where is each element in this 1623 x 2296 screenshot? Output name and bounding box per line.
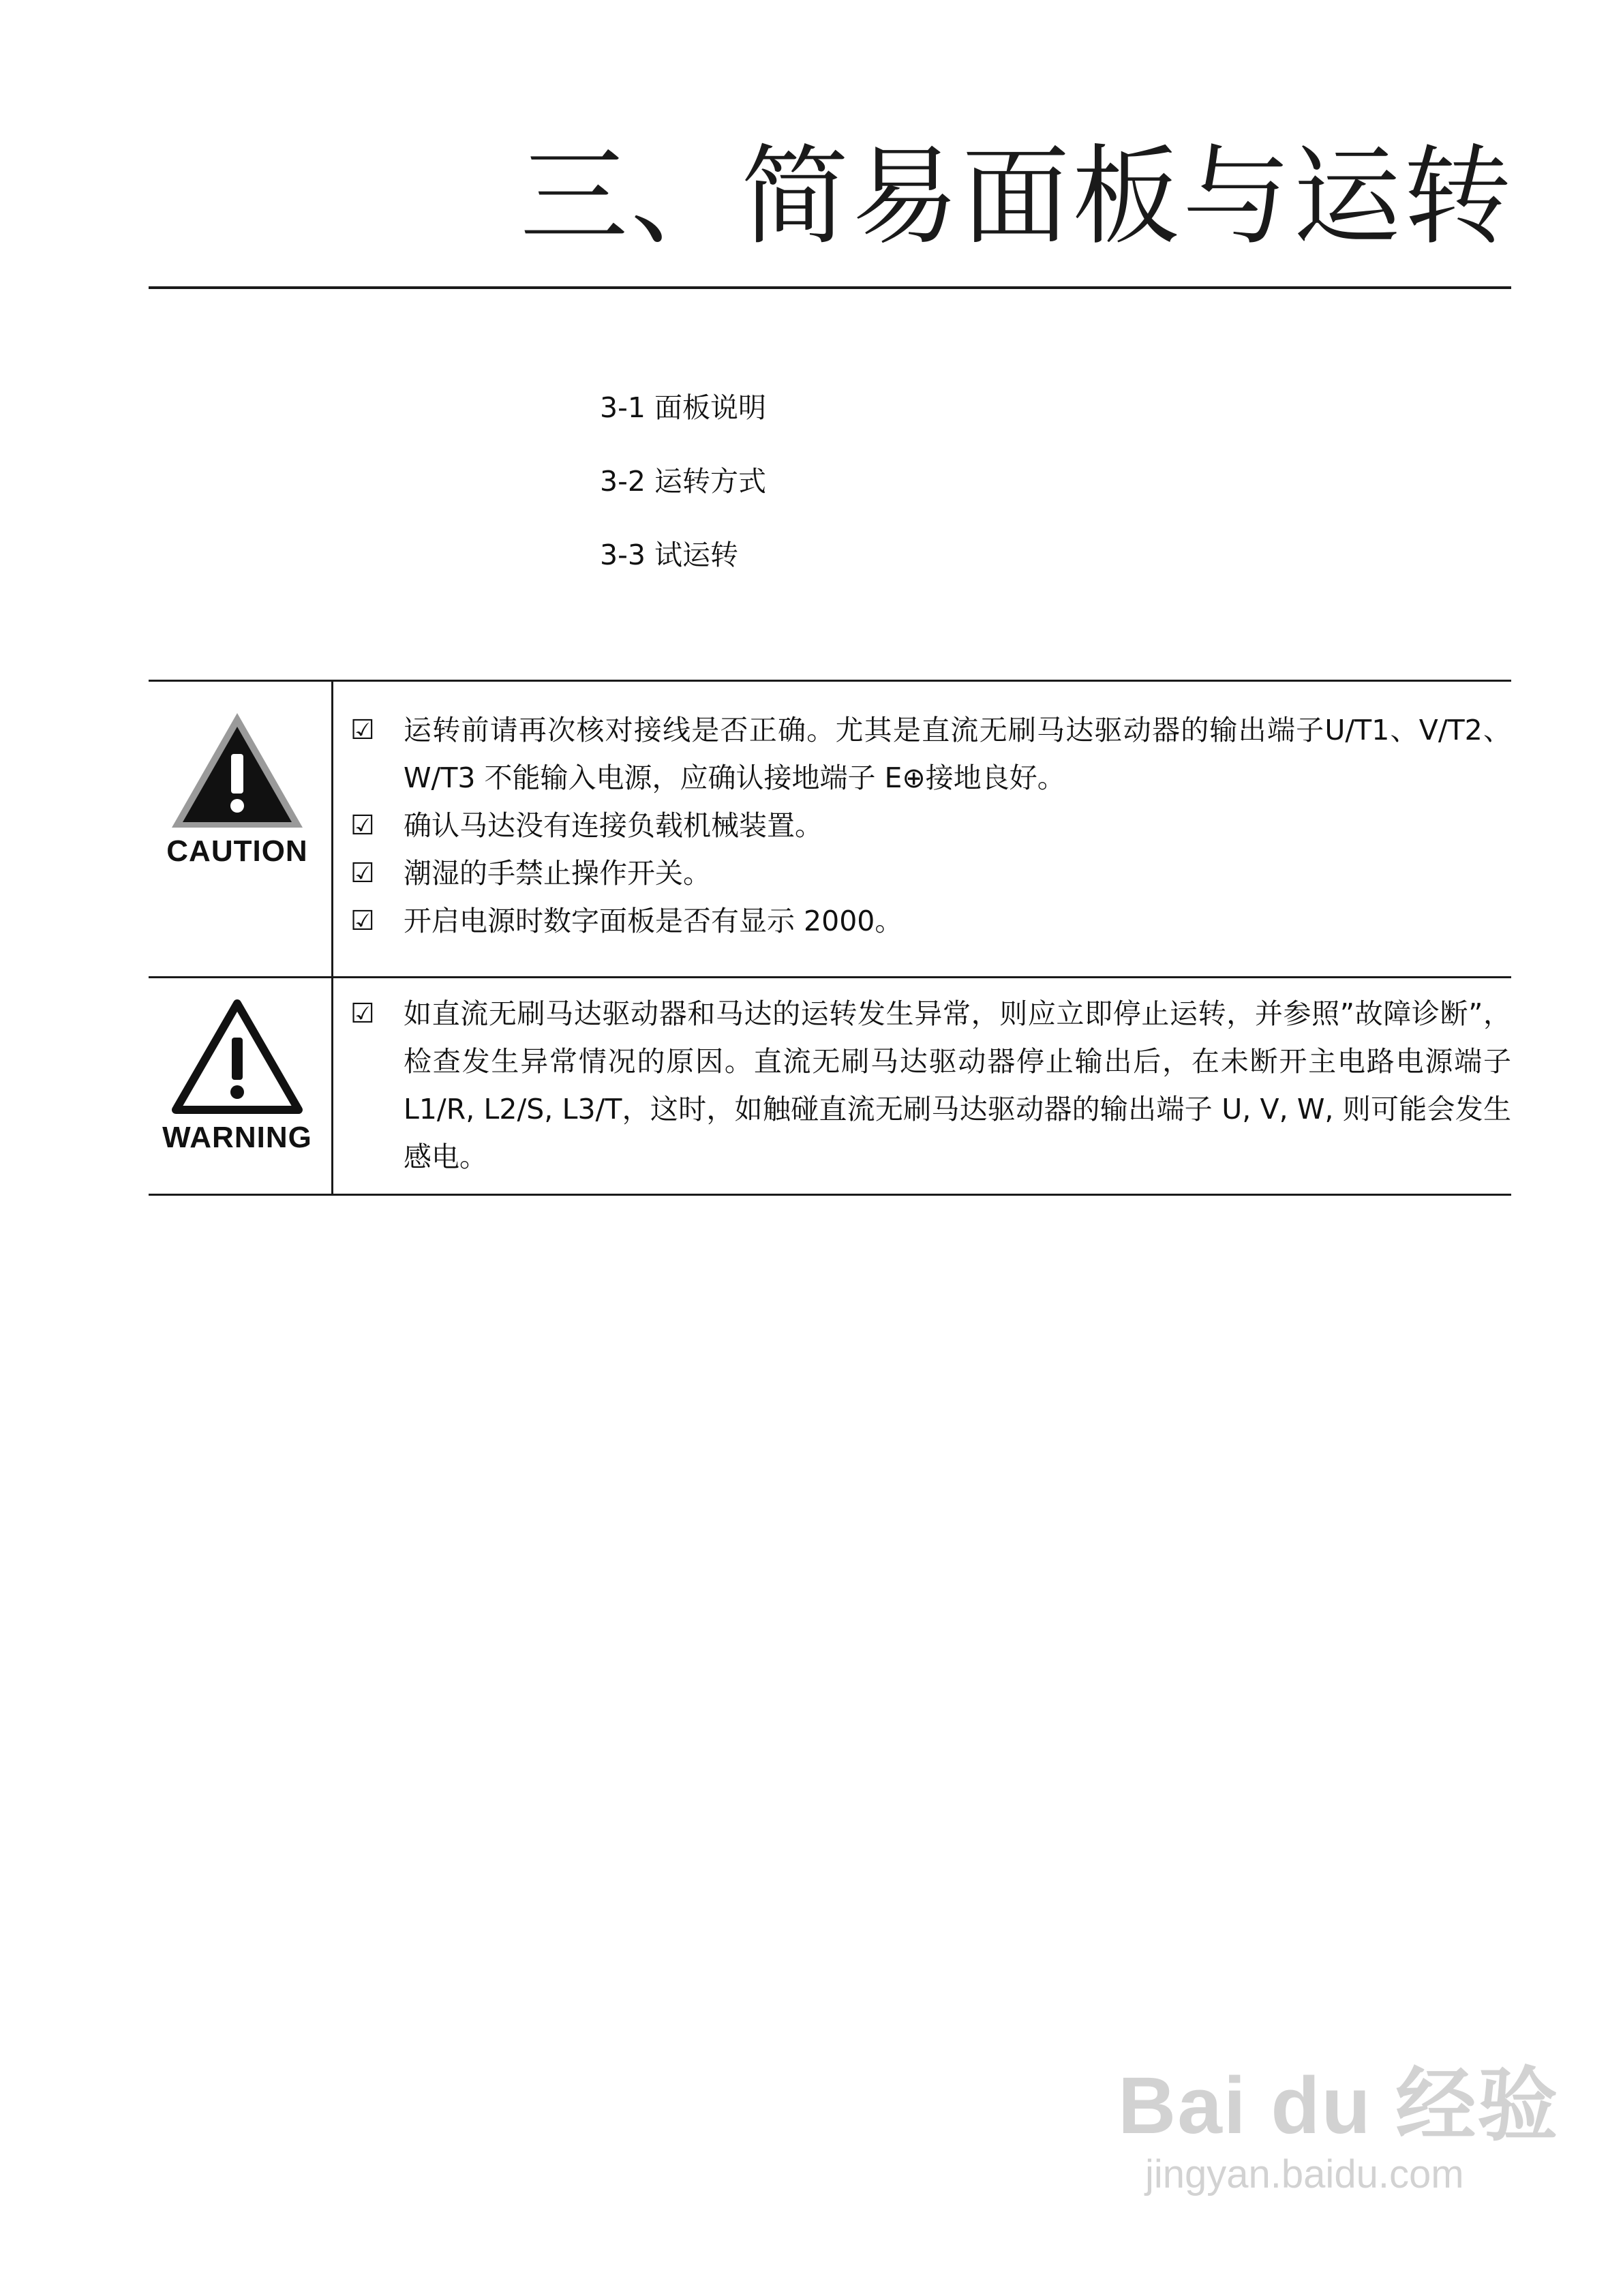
page-title: 三、简易面板与运转 — [520, 134, 1514, 260]
warning-column-divider — [331, 976, 333, 1194]
toc-item-3-3[interactable]: 3-3 试运转 — [600, 539, 738, 571]
toc-item-3-1[interactable]: 3-1 面板说明 — [600, 391, 766, 424]
toc-item-3-2[interactable]: 3-2 运转方式 — [600, 465, 766, 498]
warning-item-text: 如直流无刷马达驱动器和马达的运转发生异常，则应立即停止运转，并参照”故障诊断”，检查发生异常情况的原因。直流无刷马达驱动器停止输出后，在未断开主电路电源端子 L1/R, L2/S, L3/T，这时，如触碰直流无刷马达驱动器的输出端子 U, V, W, 则可能会发生感电。 — [404, 997, 1511, 1173]
caution-item-text: 确认马达没有连接负载机械装置。 — [404, 809, 823, 842]
warning-list — [350, 990, 1511, 1181]
watermark-logo: Bai du 经验 — [1118, 2061, 1560, 2151]
caution-triangle-icon — [169, 710, 305, 830]
caution-label: CAUTION — [166, 834, 308, 868]
caution-item-text: 运转前请再次核对接线是否正确。尤其是直流无刷马达驱动器的输出端子U/T1、V/T2、W/T3 不能输入电源，应确认接地端子 E⊕接地良好。 — [404, 714, 1511, 794]
caution-item — [350, 706, 1511, 802]
baidu-jingyan-watermark — [1118, 2061, 1560, 2197]
caution-item — [350, 897, 1511, 945]
warning-label: WARNING — [162, 1121, 312, 1154]
table-of-contents — [600, 391, 766, 615]
warning-box — [149, 976, 1511, 1196]
warning-triangle-icon — [169, 997, 305, 1117]
title-divider — [149, 286, 1511, 289]
caution-item — [350, 849, 1511, 897]
warning-item — [350, 990, 1511, 1181]
checkbox-checked-icon: ☑ — [350, 858, 375, 889]
checkbox-checked-icon: ☑ — [350, 810, 375, 841]
checkbox-checked-icon: ☑ — [350, 905, 375, 937]
caution-item-text: 开启电源时数字面板是否有显示 2000。 — [404, 905, 903, 937]
caution-list — [350, 706, 1511, 945]
caution-box — [149, 680, 1511, 978]
caution-sign — [155, 710, 319, 868]
watermark-url: jingyan.baidu.com — [1145, 2152, 1464, 2196]
caution-item — [350, 802, 1511, 849]
caution-column-divider — [331, 682, 333, 976]
warning-sign — [155, 997, 319, 1155]
checkbox-checked-icon: ☑ — [350, 714, 375, 746]
checkbox-checked-icon: ☑ — [350, 998, 375, 1029]
caution-item-text: 潮湿的手禁止操作开关。 — [404, 857, 711, 890]
